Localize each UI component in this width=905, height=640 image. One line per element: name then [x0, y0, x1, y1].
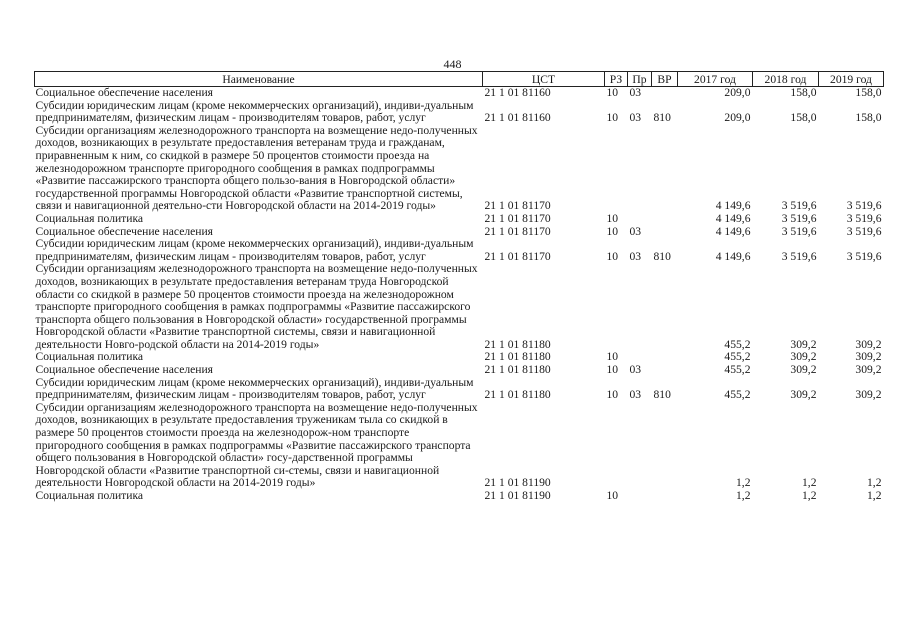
- cell-name: Социальная политика: [35, 212, 144, 225]
- cell-pr: 03: [629, 388, 642, 402]
- cell-2019: 3 519,6: [846, 249, 882, 263]
- table-row: [35, 364, 884, 377]
- cell-rz: 10: [606, 86, 619, 99]
- header-vr: ВР: [652, 72, 678, 87]
- table-row: [35, 238, 884, 263]
- cell-2019: 309,2: [855, 388, 882, 402]
- cell-name: Социальное обеспечение населения: [35, 86, 214, 99]
- table-row: [35, 263, 884, 351]
- cell-2018: 158,0: [790, 111, 817, 125]
- cell-name: Субсидии организациям железнодорожного транспорта на возмещение недо-полученных доходов, возникающих в результате предоставления труженикам тыла со скидкой в размере 50 процентов стоимости проезда на железнодорож-ном транспорте пригородного сообщения в рамках подпрограммы «Развитие пассажирского транспорта общего пользования в Новгородской области» госу-дарственной программы Новгородской области «Развитие транспортной си-стемы, связи и навигационной деятельности Новгородской области на 2014-2019 годы»: [35, 401, 478, 490]
- header-2017: 2017 год: [678, 72, 753, 87]
- cell-rz: 10: [606, 490, 619, 502]
- cell-vr: [652, 213, 678, 226]
- cell-2017: 4 149,6: [715, 212, 751, 225]
- page-number: 448: [443, 57, 462, 71]
- cell-2019: 158,0: [855, 86, 882, 99]
- cell-2018: 309,2: [790, 364, 817, 377]
- cell-rz: [605, 402, 628, 490]
- cell-pr: [628, 402, 652, 490]
- cell-2018: 309,2: [790, 351, 817, 364]
- header-rz: РЗ: [605, 72, 628, 87]
- cell-cst: 21 1 01 81180: [484, 351, 551, 364]
- cell-pr: [628, 490, 652, 503]
- cell-pr: [628, 351, 652, 364]
- cell-cst: 21 1 01 81180: [484, 364, 551, 377]
- cell-2019: 1,2: [867, 476, 882, 490]
- header-cst: ЦСТ: [483, 72, 605, 87]
- table-row: [35, 351, 884, 364]
- cell-name: Социальное обеспечение населения: [35, 364, 214, 377]
- cell-name: Субсидии юридическим лицам (кроме некоммерческих организаций), индиви-дуальным предпринимателям, физическим лицам - производителям товаров, работ, услуг: [35, 99, 474, 125]
- table-body: [35, 87, 884, 503]
- cell-vr: [652, 402, 678, 490]
- cell-pr: 03: [629, 249, 642, 263]
- cell-pr: 03: [629, 225, 642, 238]
- cell-vr: 810: [653, 249, 671, 263]
- cell-name: Социальная политика: [35, 351, 144, 364]
- cell-2018: 309,2: [790, 388, 817, 402]
- cell-2018: 309,2: [790, 337, 817, 351]
- cell-cst: 21 1 01 81170: [484, 199, 551, 213]
- cell-2018: 1,2: [802, 490, 817, 502]
- cell-pr: [628, 125, 652, 213]
- cell-2017: 4 149,6: [715, 249, 751, 263]
- cell-name: Социальное обеспечение населения: [35, 225, 214, 238]
- table-header-row: [35, 72, 884, 87]
- cell-2017: 455,2: [724, 388, 751, 402]
- cell-2018: 1,2: [802, 476, 817, 490]
- cell-cst: 21 1 01 81160: [484, 86, 551, 99]
- cell-2017: 455,2: [724, 337, 751, 351]
- cell-2017: 1,2: [736, 490, 751, 502]
- cell-2018: 3 519,6: [781, 212, 817, 225]
- cell-2019: 3 519,6: [846, 225, 882, 238]
- cell-rz: 10: [606, 364, 619, 377]
- cell-cst: 21 1 01 81190: [484, 476, 551, 490]
- budget-table: [34, 71, 884, 503]
- cell-2017: 455,2: [724, 351, 751, 364]
- cell-vr: [652, 87, 678, 100]
- cell-vr: 810: [653, 388, 671, 402]
- cell-pr: 03: [629, 111, 642, 125]
- cell-2017: 4 149,6: [715, 199, 751, 213]
- cell-pr: [628, 213, 652, 226]
- header-name: Наименование: [35, 72, 483, 87]
- table-row: [35, 226, 884, 239]
- cell-name: Социальная политика: [35, 490, 144, 502]
- cell-2019: 309,2: [855, 364, 882, 377]
- cell-rz: 10: [606, 111, 619, 125]
- cell-vr: [652, 226, 678, 239]
- cell-rz: [605, 263, 628, 351]
- table-row: [35, 213, 884, 226]
- cell-pr: 03: [629, 86, 642, 99]
- cell-2017: 1,2: [736, 476, 751, 490]
- cell-2019: 3 519,6: [846, 212, 882, 225]
- cell-2019: 309,2: [855, 337, 882, 351]
- cell-cst: 21 1 01 81190: [484, 490, 551, 502]
- table-row: [35, 100, 884, 125]
- cell-2018: 158,0: [790, 86, 817, 99]
- cell-pr: 03: [629, 364, 642, 377]
- cell-name: Субсидии юридическим лицам (кроме некоммерческих организаций), индиви-дуальным предпринимателям, физическим лицам - производителям товаров, работ, услуг: [35, 376, 474, 402]
- table-row: [35, 125, 884, 213]
- header-pr: Пр: [628, 72, 652, 87]
- cell-rz: 10: [606, 351, 619, 364]
- cell-2017: 455,2: [724, 364, 751, 377]
- cell-2019: 309,2: [855, 351, 882, 364]
- cell-2018: 3 519,6: [781, 225, 817, 238]
- cell-rz: 10: [606, 388, 619, 402]
- cell-name: Субсидии организациям железнодорожного транспорта на возмещение недо-полученных доходов, возникающих в результате предоставления ветеранам труда и гражданам, приравненным к ним, со скидкой в размере 50 процентов стоимости проезда на железнодорожном транспорте пригородного сообщения в рамках подпрограммы «Развитие пассажирского транспорта общего пользо-вания в Новгородской области» государственной программы Новгородской области «Развитие транспортной системы, связи и навигационной деятельно-сти Новгородской области на 2014-2019 годы»: [35, 124, 478, 213]
- cell-2017: 4 149,6: [715, 225, 751, 238]
- cell-cst: 21 1 01 81170: [484, 212, 551, 225]
- table-row: [35, 87, 884, 100]
- cell-rz: [605, 125, 628, 213]
- cell-rz: 10: [606, 212, 619, 225]
- cell-2017: 209,0: [724, 86, 751, 99]
- header-2018: 2018 год: [753, 72, 819, 87]
- cell-vr: 810: [653, 111, 671, 125]
- table-row: [35, 490, 884, 503]
- cell-rz: 10: [606, 225, 619, 238]
- cell-pr: [628, 263, 652, 351]
- cell-2018: 3 519,6: [781, 249, 817, 263]
- cell-vr: [652, 125, 678, 213]
- cell-rz: 10: [606, 249, 619, 263]
- header-2019: 2019 год: [819, 72, 884, 87]
- cell-name: Субсидии организациям железнодорожного транспорта на возмещение недо-полученных доходов, возникающих в результате предоставления ветеранам труда Новгородской области со скидкой в размере 50 процентов стоимости проезда на железнодорожном транспорте пригородного сообщения в рамках подпрограммы «Развитие пассажирского транспорта общего пользования в Новгородской области» государственной программы Новгородской области «Развитие транспортной системы, связи и навигационной деятельности Новго-родской области на 2014-2019 годы»: [35, 263, 478, 351]
- cell-2018: 3 519,6: [781, 199, 817, 213]
- cell-2019: 3 519,6: [846, 199, 882, 213]
- cell-cst: 21 1 01 81160: [484, 111, 551, 125]
- cell-name: Субсидии юридическим лицам (кроме некоммерческих организаций), индиви-дуальным предпринимателям, физическим лицам - производителям товаров, работ, услуг: [35, 238, 474, 263]
- cell-cst: 21 1 01 81180: [484, 337, 551, 351]
- cell-vr: [652, 490, 678, 503]
- table-row: [35, 402, 884, 490]
- cell-vr: [652, 351, 678, 364]
- cell-cst: 21 1 01 81170: [484, 225, 551, 238]
- table-row: [35, 377, 884, 402]
- cell-cst: 21 1 01 81180: [484, 388, 551, 402]
- cell-cst: 21 1 01 81170: [484, 249, 551, 263]
- cell-vr: [652, 263, 678, 351]
- cell-2019: 1,2: [867, 490, 882, 502]
- cell-vr: [652, 364, 678, 377]
- cell-2017: 209,0: [724, 111, 751, 125]
- cell-2019: 158,0: [855, 111, 882, 125]
